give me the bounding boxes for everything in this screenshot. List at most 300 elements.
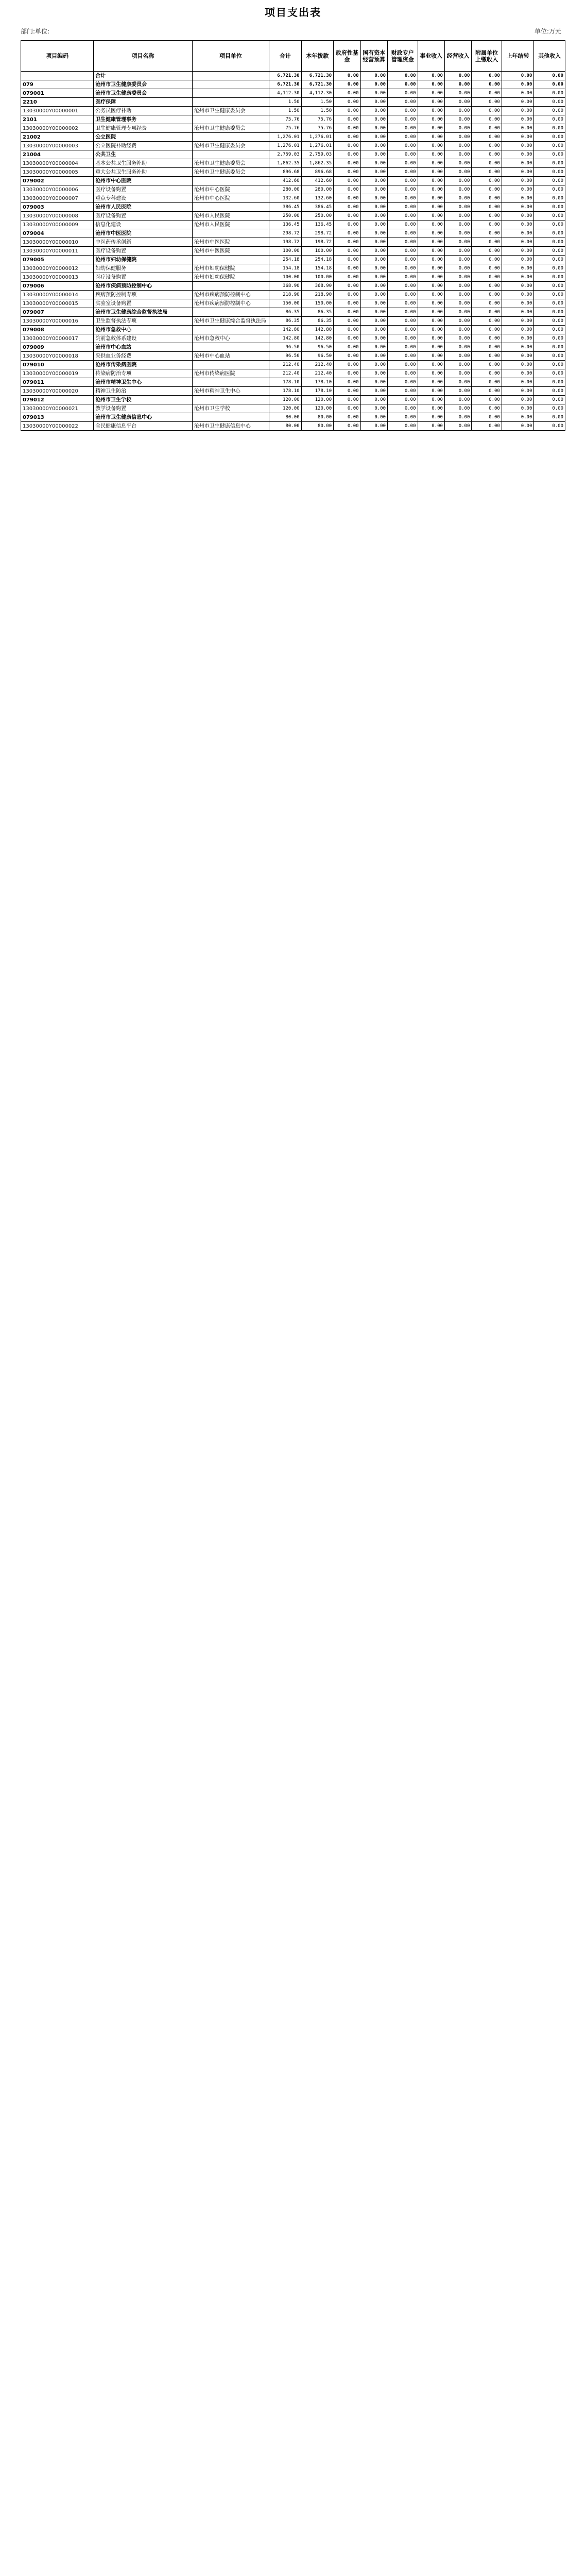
header-state: 国有资本经营预算 — [360, 41, 387, 72]
cell-amount: 0.00 — [388, 264, 418, 273]
cell-amount: 0.00 — [534, 413, 565, 422]
cell-amount: 0.00 — [360, 264, 387, 273]
cell-amount: 0.00 — [502, 124, 534, 133]
cell-unit — [192, 308, 269, 317]
cell-amount: 0.00 — [444, 194, 471, 203]
cell-amount: 0.00 — [502, 221, 534, 229]
cell-amount: 0.00 — [334, 194, 360, 203]
cell-amount: 0.00 — [388, 159, 418, 168]
cell-amount: 0.00 — [360, 369, 387, 378]
cell-amount: 0.00 — [444, 326, 471, 334]
cell-amount: 178.10 — [269, 387, 302, 396]
cell-amount: 298.72 — [301, 229, 334, 238]
table-row — [21, 203, 565, 212]
table-row — [21, 317, 565, 326]
cell-amount: 0.00 — [388, 142, 418, 150]
cell-amount: 0.00 — [472, 80, 502, 89]
table-row — [21, 98, 565, 107]
cell-amount: 0.00 — [418, 98, 444, 107]
cell-code: 079002 — [21, 177, 94, 185]
cell-code: 079005 — [21, 256, 94, 264]
cell-amount: 212.40 — [269, 369, 302, 378]
cell-unit — [192, 413, 269, 422]
cell-amount: 0.00 — [360, 308, 387, 317]
cell-amount: 0.00 — [388, 229, 418, 238]
cell-amount: 0.00 — [360, 80, 387, 89]
cell-amount: 0.00 — [472, 326, 502, 334]
table-row — [21, 378, 565, 387]
cell-amount: 0.00 — [360, 194, 387, 203]
table-row — [21, 369, 565, 378]
cell-amount: 0.00 — [418, 89, 444, 98]
cell-name: 沧州市中医医院 — [94, 229, 193, 238]
cell-amount: 0.00 — [360, 273, 387, 282]
cell-amount: 0.00 — [360, 142, 387, 150]
cell-amount: 150.00 — [269, 299, 302, 308]
cell-amount: 0.00 — [388, 378, 418, 387]
cell-unit — [192, 115, 269, 124]
cell-amount: 0.00 — [502, 326, 534, 334]
cell-amount: 0.00 — [360, 299, 387, 308]
cell-amount: 1.50 — [301, 107, 334, 115]
cell-name: 沧州市疾病预防控制中心 — [94, 282, 193, 291]
table-row — [21, 273, 565, 282]
cell-amount: 0.00 — [444, 203, 471, 212]
cell-amount: 0.00 — [472, 229, 502, 238]
cell-amount: 0.00 — [418, 168, 444, 177]
cell-amount: 120.00 — [269, 404, 302, 413]
table-row — [21, 387, 565, 396]
cell-amount: 0.00 — [534, 98, 565, 107]
table-row — [21, 133, 565, 142]
cell-amount: 0.00 — [502, 212, 534, 221]
cell-amount: 1,276.01 — [301, 133, 334, 142]
cell-code: 13030000Y00000002 — [21, 124, 94, 133]
cell-amount: 1,276.01 — [269, 142, 302, 150]
cell-amount: 0.00 — [418, 177, 444, 185]
cell-amount: 100.00 — [269, 247, 302, 256]
cell-amount: 0.00 — [472, 308, 502, 317]
cell-unit — [192, 177, 269, 185]
cell-amount: 0.00 — [502, 256, 534, 264]
cell-amount: 4,112.30 — [269, 89, 302, 98]
cell-amount: 0.00 — [534, 396, 565, 404]
cell-code: 13030000Y00000005 — [21, 168, 94, 177]
table-header-row — [21, 41, 565, 72]
cell-amount: 0.00 — [418, 299, 444, 308]
cell-unit: 沧州市卫生学校 — [192, 404, 269, 413]
cell-amount: 0.00 — [472, 168, 502, 177]
cell-name: 合计 — [94, 72, 193, 80]
cell-amount: 0.00 — [334, 80, 360, 89]
cell-amount: 0.00 — [418, 378, 444, 387]
table-row — [21, 159, 565, 168]
cell-unit: 沧州市卫生健康综合监督执法局 — [192, 317, 269, 326]
cell-amount: 0.00 — [534, 72, 565, 80]
cell-amount: 0.00 — [334, 212, 360, 221]
cell-amount: 0.00 — [388, 89, 418, 98]
cell-amount: 0.00 — [534, 133, 565, 142]
table-body — [21, 72, 565, 431]
cell-amount: 0.00 — [534, 150, 565, 159]
cell-code: 13030000Y00000010 — [21, 238, 94, 247]
cell-amount: 0.00 — [360, 361, 387, 369]
cell-amount: 0.00 — [388, 273, 418, 282]
cell-amount: 0.00 — [388, 387, 418, 396]
cell-amount: 280.00 — [269, 185, 302, 194]
cell-amount: 0.00 — [418, 115, 444, 124]
cell-name: 全民健康信息平台 — [94, 422, 193, 431]
cell-unit — [192, 378, 269, 387]
cell-amount: 0.00 — [334, 361, 360, 369]
department-label: 部门:单位: — [21, 28, 50, 35]
cell-name: 沧州市卫生健康委员会 — [94, 80, 193, 89]
cell-amount: 0.00 — [334, 343, 360, 352]
cell-amount: 0.00 — [418, 361, 444, 369]
cell-amount: 0.00 — [502, 89, 534, 98]
cell-amount: 0.00 — [444, 159, 471, 168]
table-row — [21, 229, 565, 238]
cell-amount: 0.00 — [334, 72, 360, 80]
cell-amount: 0.00 — [388, 343, 418, 352]
cell-amount: 86.35 — [301, 317, 334, 326]
cell-unit: 沧州市人民医院 — [192, 221, 269, 229]
cell-amount: 0.00 — [360, 98, 387, 107]
cell-amount: 0.00 — [534, 387, 565, 396]
cell-amount: 1,862.35 — [269, 159, 302, 168]
cell-unit: 沧州市精神卫生中心 — [192, 387, 269, 396]
cell-name: 公务员医疗补助 — [94, 107, 193, 115]
cell-amount: 212.40 — [301, 361, 334, 369]
cell-amount: 0.00 — [472, 203, 502, 212]
cell-amount: 0.00 — [334, 422, 360, 431]
cell-amount: 142.80 — [269, 326, 302, 334]
cell-amount: 0.00 — [418, 229, 444, 238]
cell-name: 公共卫生 — [94, 150, 193, 159]
cell-unit: 沧州市卫生健康委员会 — [192, 159, 269, 168]
cell-amount: 0.00 — [388, 238, 418, 247]
cell-amount: 0.00 — [444, 369, 471, 378]
cell-amount: 6,721.30 — [301, 80, 334, 89]
cell-amount: 100.00 — [301, 273, 334, 282]
cell-amount: 0.00 — [418, 212, 444, 221]
cell-amount: 0.00 — [360, 177, 387, 185]
cell-code: 13030000Y00000001 — [21, 107, 94, 115]
cell-amount: 0.00 — [418, 404, 444, 413]
cell-amount: 0.00 — [472, 124, 502, 133]
cell-name: 疾病预防控制专项 — [94, 291, 193, 299]
table-row — [21, 89, 565, 98]
cell-code: 2210 — [21, 98, 94, 107]
cell-amount: 0.00 — [502, 247, 534, 256]
cell-name: 沧州市中心医院 — [94, 177, 193, 185]
cell-amount: 0.00 — [444, 273, 471, 282]
cell-amount: 0.00 — [534, 422, 565, 431]
cell-amount: 1.50 — [269, 107, 302, 115]
cell-code: 079001 — [21, 89, 94, 98]
cell-amount: 0.00 — [444, 124, 471, 133]
cell-amount: 280.00 — [301, 185, 334, 194]
cell-amount: 0.00 — [418, 159, 444, 168]
cell-name: 公立医院 — [94, 133, 193, 142]
cell-amount: 0.00 — [472, 194, 502, 203]
cell-amount: 0.00 — [502, 308, 534, 317]
cell-amount: 0.00 — [472, 404, 502, 413]
cell-amount: 0.00 — [360, 317, 387, 326]
cell-name: 医疗保障 — [94, 98, 193, 107]
cell-amount: 0.00 — [534, 194, 565, 203]
cell-amount: 0.00 — [502, 282, 534, 291]
cell-amount: 0.00 — [534, 256, 565, 264]
cell-amount: 142.80 — [301, 334, 334, 343]
cell-amount: 0.00 — [388, 299, 418, 308]
cell-code: 079012 — [21, 396, 94, 404]
cell-code: 2101 — [21, 115, 94, 124]
cell-amount: 0.00 — [418, 352, 444, 361]
cell-code: 13030000Y00000007 — [21, 194, 94, 203]
cell-amount: 0.00 — [418, 308, 444, 317]
cell-amount: 0.00 — [418, 256, 444, 264]
cell-code: 13030000Y00000006 — [21, 185, 94, 194]
cell-amount: 0.00 — [472, 159, 502, 168]
cell-amount: 0.00 — [502, 378, 534, 387]
cell-amount: 0.00 — [534, 291, 565, 299]
cell-amount: 0.00 — [360, 378, 387, 387]
cell-amount: 6,721.30 — [269, 80, 302, 89]
cell-amount: 0.00 — [534, 404, 565, 413]
cell-amount: 1.50 — [269, 98, 302, 107]
cell-amount: 0.00 — [502, 238, 534, 247]
cell-amount: 80.00 — [301, 422, 334, 431]
cell-amount: 0.00 — [360, 247, 387, 256]
cell-amount: 136.45 — [269, 221, 302, 229]
cell-code: 079010 — [21, 361, 94, 369]
cell-code — [21, 72, 94, 80]
cell-code: 079004 — [21, 229, 94, 238]
cell-amount: 386.45 — [269, 203, 302, 212]
cell-amount: 0.00 — [360, 212, 387, 221]
cell-amount: 0.00 — [444, 264, 471, 273]
cell-amount: 6,721.30 — [269, 72, 302, 80]
cell-amount: 254.18 — [269, 256, 302, 264]
cell-unit — [192, 229, 269, 238]
cell-amount: 0.00 — [360, 115, 387, 124]
cell-code: 079007 — [21, 308, 94, 317]
cell-amount: 0.00 — [360, 159, 387, 168]
table-row — [21, 168, 565, 177]
header-other: 其他收入 — [534, 41, 565, 72]
cell-amount: 0.00 — [388, 291, 418, 299]
cell-amount: 250.00 — [301, 212, 334, 221]
cell-amount: 0.00 — [418, 334, 444, 343]
cell-amount: 0.00 — [444, 387, 471, 396]
cell-amount: 0.00 — [360, 203, 387, 212]
cell-unit — [192, 326, 269, 334]
cell-unit: 沧州市传染病医院 — [192, 369, 269, 378]
cell-amount: 0.00 — [334, 221, 360, 229]
cell-amount: 0.00 — [502, 229, 534, 238]
cell-amount: 0.00 — [360, 168, 387, 177]
cell-amount: 0.00 — [418, 72, 444, 80]
cell-amount: 0.00 — [334, 404, 360, 413]
cell-amount: 0.00 — [444, 238, 471, 247]
cell-amount: 75.76 — [301, 115, 334, 124]
cell-amount: 0.00 — [334, 142, 360, 150]
cell-amount: 0.00 — [360, 89, 387, 98]
cell-amount: 0.00 — [388, 221, 418, 229]
header-fund: 政府性基金 — [334, 41, 360, 72]
cell-amount: 0.00 — [388, 194, 418, 203]
cell-amount: 0.00 — [534, 334, 565, 343]
cell-amount: 0.00 — [444, 133, 471, 142]
cell-amount: 0.00 — [418, 369, 444, 378]
cell-amount: 0.00 — [360, 238, 387, 247]
cell-amount: 0.00 — [334, 334, 360, 343]
cell-amount: 0.00 — [534, 89, 565, 98]
cell-name: 院前急救体系建设 — [94, 334, 193, 343]
cell-unit: 沧州市卫生健康信息中心 — [192, 422, 269, 431]
header-fiscal: 本年拨款 — [301, 41, 334, 72]
cell-amount: 0.00 — [534, 115, 565, 124]
header-sub-income: 附属单位上缴收入 — [472, 41, 502, 72]
table-row — [21, 247, 565, 256]
table-row — [21, 413, 565, 422]
cell-code: 079013 — [21, 413, 94, 422]
cell-unit — [192, 361, 269, 369]
cell-code: 13030000Y00000013 — [21, 273, 94, 282]
cell-name: 基本公共卫生服务补助 — [94, 159, 193, 168]
cell-amount: 386.45 — [301, 203, 334, 212]
header-biz-income: 经营收入 — [444, 41, 471, 72]
cell-amount: 0.00 — [534, 238, 565, 247]
cell-unit — [192, 133, 269, 142]
cell-name: 精神卫生防治 — [94, 387, 193, 396]
cell-amount: 0.00 — [418, 282, 444, 291]
cell-amount: 2,759.03 — [269, 150, 302, 159]
cell-amount: 178.10 — [269, 378, 302, 387]
cell-amount: 0.00 — [444, 229, 471, 238]
cell-amount: 218.90 — [301, 291, 334, 299]
cell-amount: 0.00 — [444, 80, 471, 89]
table-row — [21, 422, 565, 431]
cell-amount: 896.68 — [269, 168, 302, 177]
cell-amount: 0.00 — [418, 343, 444, 352]
cell-name: 医疗设备购置 — [94, 212, 193, 221]
cell-name: 中医药传承创新 — [94, 238, 193, 247]
cell-name: 沧州市精神卫生中心 — [94, 378, 193, 387]
cell-amount: 86.35 — [301, 308, 334, 317]
cell-amount: 0.00 — [334, 247, 360, 256]
cell-amount: 0.00 — [444, 343, 471, 352]
cell-amount: 0.00 — [534, 177, 565, 185]
cell-amount: 0.00 — [418, 203, 444, 212]
cell-amount: 0.00 — [472, 221, 502, 229]
cell-code: 079011 — [21, 378, 94, 387]
table-row — [21, 72, 565, 80]
cell-amount: 0.00 — [444, 378, 471, 387]
cell-amount: 0.00 — [444, 352, 471, 361]
cell-amount: 0.00 — [502, 413, 534, 422]
header-name: 项目名称 — [94, 41, 193, 72]
cell-amount: 0.00 — [418, 107, 444, 115]
cell-amount: 0.00 — [534, 221, 565, 229]
cell-amount: 0.00 — [502, 334, 534, 343]
cell-amount: 0.00 — [472, 256, 502, 264]
cell-amount: 0.00 — [472, 361, 502, 369]
cell-amount: 0.00 — [360, 422, 387, 431]
project-expenditure-table — [21, 40, 565, 431]
cell-unit — [192, 203, 269, 212]
cell-amount: 0.00 — [418, 124, 444, 133]
cell-code: 13030000Y00000008 — [21, 212, 94, 221]
cell-amount: 75.76 — [269, 124, 302, 133]
cell-unit: 沧州市妇幼保健院 — [192, 264, 269, 273]
cell-code: 13030000Y00000012 — [21, 264, 94, 273]
cell-name: 采供血业务经费 — [94, 352, 193, 361]
cell-amount: 0.00 — [502, 115, 534, 124]
cell-amount: 0.00 — [360, 387, 387, 396]
cell-unit — [192, 72, 269, 80]
cell-amount: 0.00 — [418, 133, 444, 142]
cell-amount: 0.00 — [444, 221, 471, 229]
cell-amount: 0.00 — [444, 361, 471, 369]
cell-amount: 1,276.01 — [269, 133, 302, 142]
cell-amount: 198.72 — [301, 238, 334, 247]
table-row — [21, 299, 565, 308]
cell-amount: 0.00 — [502, 291, 534, 299]
page-title: 项目支出表 — [265, 6, 321, 19]
cell-unit — [192, 150, 269, 159]
cell-name: 医疗设备购置 — [94, 185, 193, 194]
cell-code: 21004 — [21, 150, 94, 159]
cell-amount: 0.00 — [502, 422, 534, 431]
cell-amount: 0.00 — [418, 142, 444, 150]
cell-amount: 120.00 — [301, 396, 334, 404]
table-row — [21, 238, 565, 247]
cell-amount: 896.68 — [301, 168, 334, 177]
header-prior: 上年结转 — [502, 41, 534, 72]
cell-unit: 沧州市中医医院 — [192, 247, 269, 256]
cell-amount: 0.00 — [388, 203, 418, 212]
cell-amount: 0.00 — [472, 317, 502, 326]
cell-amount: 0.00 — [472, 299, 502, 308]
cell-amount: 0.00 — [472, 378, 502, 387]
cell-amount: 178.10 — [301, 387, 334, 396]
cell-amount: 0.00 — [334, 177, 360, 185]
cell-amount: 254.18 — [301, 256, 334, 264]
cell-amount: 0.00 — [502, 273, 534, 282]
cell-amount: 0.00 — [534, 124, 565, 133]
cell-amount: 0.00 — [502, 387, 534, 396]
cell-amount: 212.40 — [301, 369, 334, 378]
cell-name: 重点专科建设 — [94, 194, 193, 203]
cell-code: 13030000Y00000004 — [21, 159, 94, 168]
cell-amount: 0.00 — [388, 369, 418, 378]
cell-amount: 0.00 — [334, 273, 360, 282]
cell-amount: 0.00 — [534, 369, 565, 378]
cell-amount: 0.00 — [388, 124, 418, 133]
cell-amount: 0.00 — [334, 185, 360, 194]
cell-amount: 0.00 — [334, 308, 360, 317]
cell-amount: 0.00 — [444, 177, 471, 185]
cell-amount: 0.00 — [472, 115, 502, 124]
cell-amount: 0.00 — [472, 89, 502, 98]
cell-amount: 0.00 — [444, 115, 471, 124]
cell-name: 沧州市卫生健康综合监督执法局 — [94, 308, 193, 317]
cell-amount: 100.00 — [269, 273, 302, 282]
cell-unit: 沧州市中心医院 — [192, 185, 269, 194]
cell-amount: 132.60 — [269, 194, 302, 203]
